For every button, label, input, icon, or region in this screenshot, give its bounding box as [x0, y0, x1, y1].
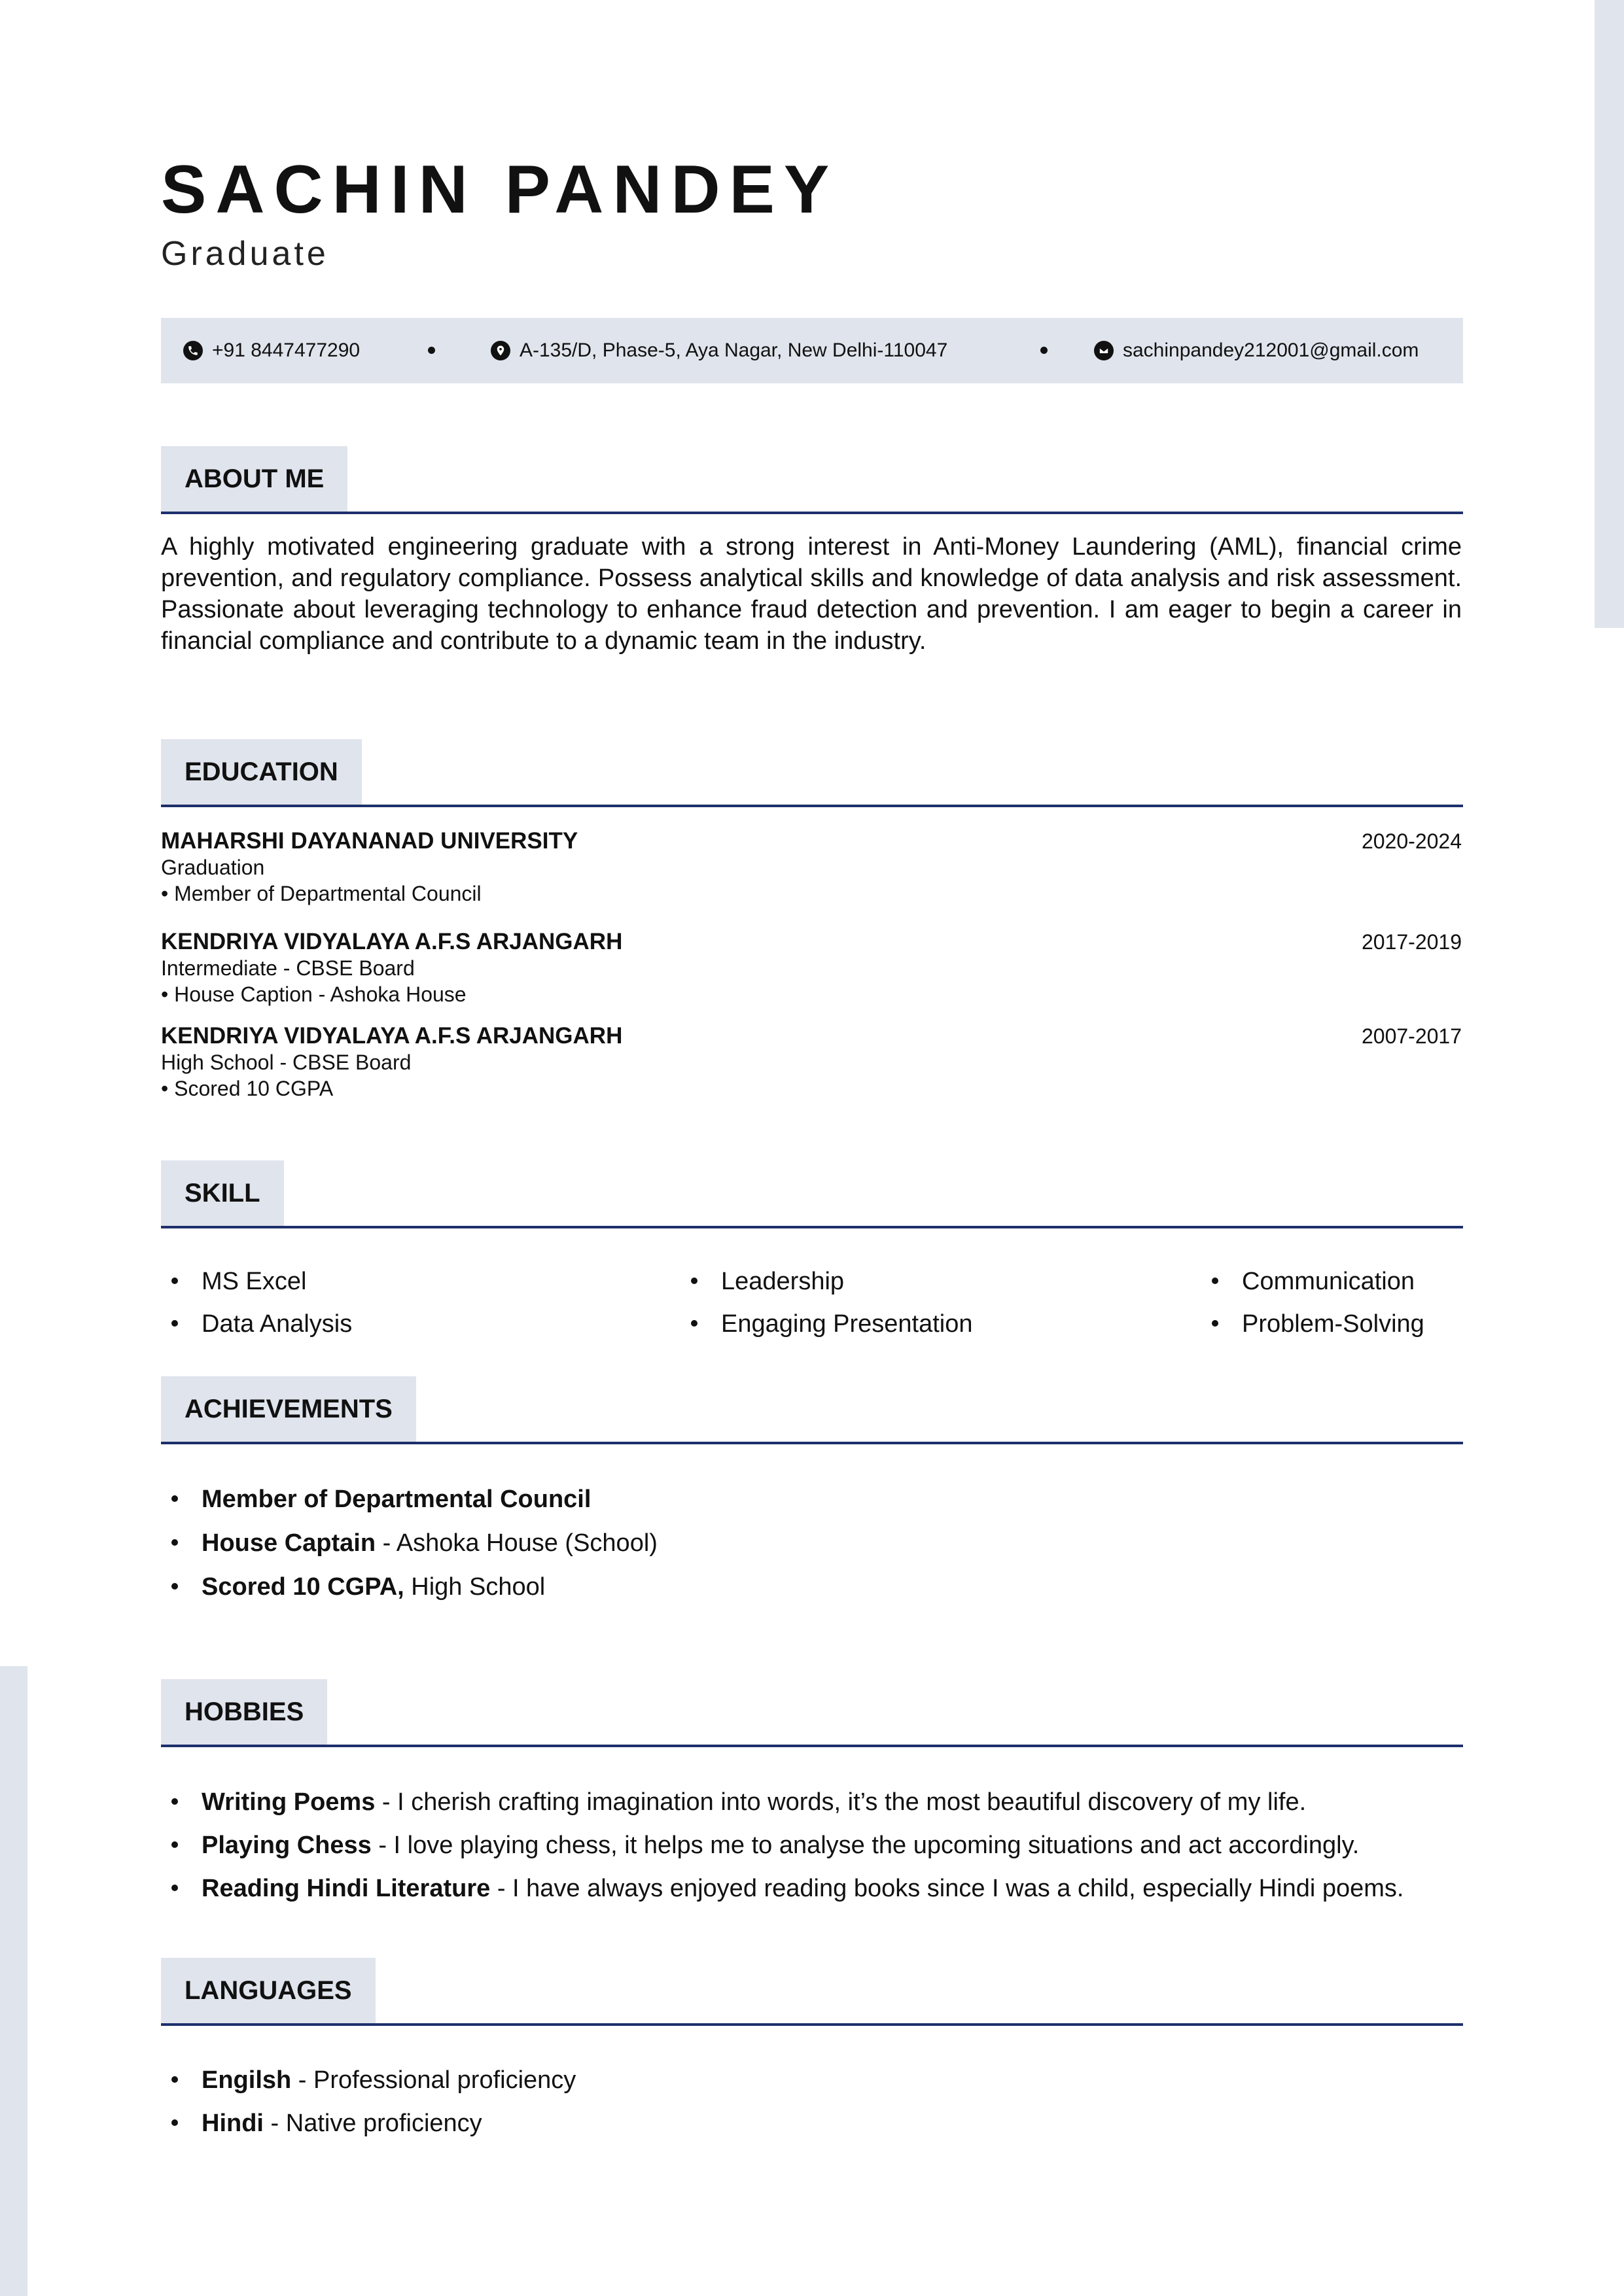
phone-icon — [183, 341, 203, 360]
skill-item: Leadership — [691, 1268, 844, 1295]
hobby-item: Writing Poems - I cherish crafting imagination into words, it’s the most beautiful discovery of my life. — [171, 1788, 1306, 1817]
section-hobbies-title: HOBBIES — [161, 1679, 327, 1745]
education-institution: KENDRIYA VIDYALAYA A.F.S ARJANGARH — [161, 929, 623, 954]
section-languages-title: LANGUAGES — [161, 1958, 376, 2023]
hobby-item: Reading Hindi Literature - I have always enjoyed reading books since I was a child, especially Hindi poems. — [171, 1874, 1403, 1903]
skill-item: Problem-Solving — [1212, 1311, 1424, 1337]
achievement-item: Scored 10 CGPA, High School — [171, 1573, 545, 1601]
education-degree: High School - CBSE Board — [161, 1051, 412, 1074]
contact-separator — [1040, 347, 1048, 354]
contact-phone-text: +91 8447477290 — [212, 339, 361, 361]
education-entry — [161, 828, 1462, 907]
contact-email-text: sachinpandey212001@gmail.com — [1123, 339, 1419, 361]
bullet-icon — [171, 1495, 178, 1502]
section-languages-header — [161, 1958, 1463, 2026]
bullet-icon — [171, 1841, 178, 1848]
bullet-icon — [171, 1798, 178, 1805]
candidate-name: SACHIN PANDEY — [161, 152, 839, 228]
decorative-side-bar-right — [1595, 0, 1624, 628]
about-paragraph: A highly motivated engineering graduate with a strong interest in Anti-Money Laundering (AML), financial crime prevention, and regulatory compliance. Possess analytical skills and knowledge of data analysis and risk assessment. Passionate about leveraging technology to enhance fraud detection and prevention. I am eager to begin a career in financial compliance and contribute to a dynamic team in the industry. — [161, 533, 1462, 655]
education-years: 2020-2024 — [1361, 829, 1462, 853]
location-pin-icon — [491, 341, 510, 360]
contact-address-text: A-135/D, Phase-5, Aya Nagar, New Delhi-110047 — [520, 339, 948, 361]
section-skill-title: SKILL — [161, 1160, 284, 1226]
email-icon — [1094, 341, 1114, 360]
section-education-title: EDUCATION — [161, 739, 362, 805]
section-skill-header — [161, 1160, 1463, 1228]
education-institution: MAHARSHI DAYANANAD UNIVERSITY — [161, 828, 578, 854]
section-about-header — [161, 446, 1463, 514]
bullet-icon — [691, 1320, 697, 1327]
section-achievements-title: ACHIEVEMENTS — [161, 1376, 416, 1442]
contact-separator — [428, 347, 435, 354]
skill-item: MS Excel — [171, 1268, 306, 1295]
skill-item: Communication — [1212, 1268, 1415, 1295]
education-entry — [161, 1023, 1462, 1102]
hobby-item: Playing Chess - I love playing chess, it helps me to analyse the upcoming situations and act accordingly. — [171, 1831, 1359, 1860]
contact-email[interactable] — [1094, 318, 1419, 383]
education-years: 2017-2019 — [1361, 930, 1462, 954]
contact-address[interactable] — [491, 318, 947, 383]
education-degree: Intermediate - CBSE Board — [161, 956, 415, 980]
bullet-icon — [171, 2119, 178, 2126]
section-achievements-header — [161, 1376, 1463, 1444]
achievement-item: Member of Departmental Council — [171, 1485, 591, 1514]
bullet-icon — [1212, 1278, 1218, 1284]
bullet-icon — [171, 1885, 178, 1891]
bullet-icon — [1212, 1320, 1218, 1327]
education-institution: KENDRIYA VIDYALAYA A.F.S ARJANGARH — [161, 1023, 623, 1049]
candidate-role: Graduate — [161, 235, 329, 273]
decorative-side-bar-left — [0, 1666, 27, 2296]
bullet-icon — [171, 1320, 178, 1327]
education-note: • Scored 10 CGPA — [161, 1077, 334, 1100]
language-item: Hindi - Native proficiency — [171, 2109, 482, 2138]
education-note: • House Caption - Ashoka House — [161, 983, 467, 1006]
section-about-title: ABOUT ME — [161, 446, 347, 512]
bullet-icon — [171, 1583, 178, 1590]
contact-bar — [161, 318, 1463, 383]
education-entry — [161, 929, 1462, 1007]
contact-phone[interactable] — [183, 318, 360, 383]
education-years: 2007-2017 — [1361, 1024, 1462, 1048]
language-item: Engilsh - Professional proficiency — [171, 2066, 576, 2095]
bullet-icon — [691, 1278, 697, 1284]
bullet-icon — [171, 1539, 178, 1546]
bullet-icon — [171, 1278, 178, 1284]
section-hobbies-header — [161, 1679, 1463, 1747]
skill-item: Engaging Presentation — [691, 1311, 973, 1337]
skill-item: Data Analysis — [171, 1311, 352, 1337]
achievement-item: House Captain - Ashoka House (School) — [171, 1529, 658, 1557]
education-note: • Member of Departmental Council — [161, 882, 482, 905]
bullet-icon — [171, 2076, 178, 2083]
education-degree: Graduation — [161, 856, 265, 879]
section-education-header — [161, 739, 1463, 807]
